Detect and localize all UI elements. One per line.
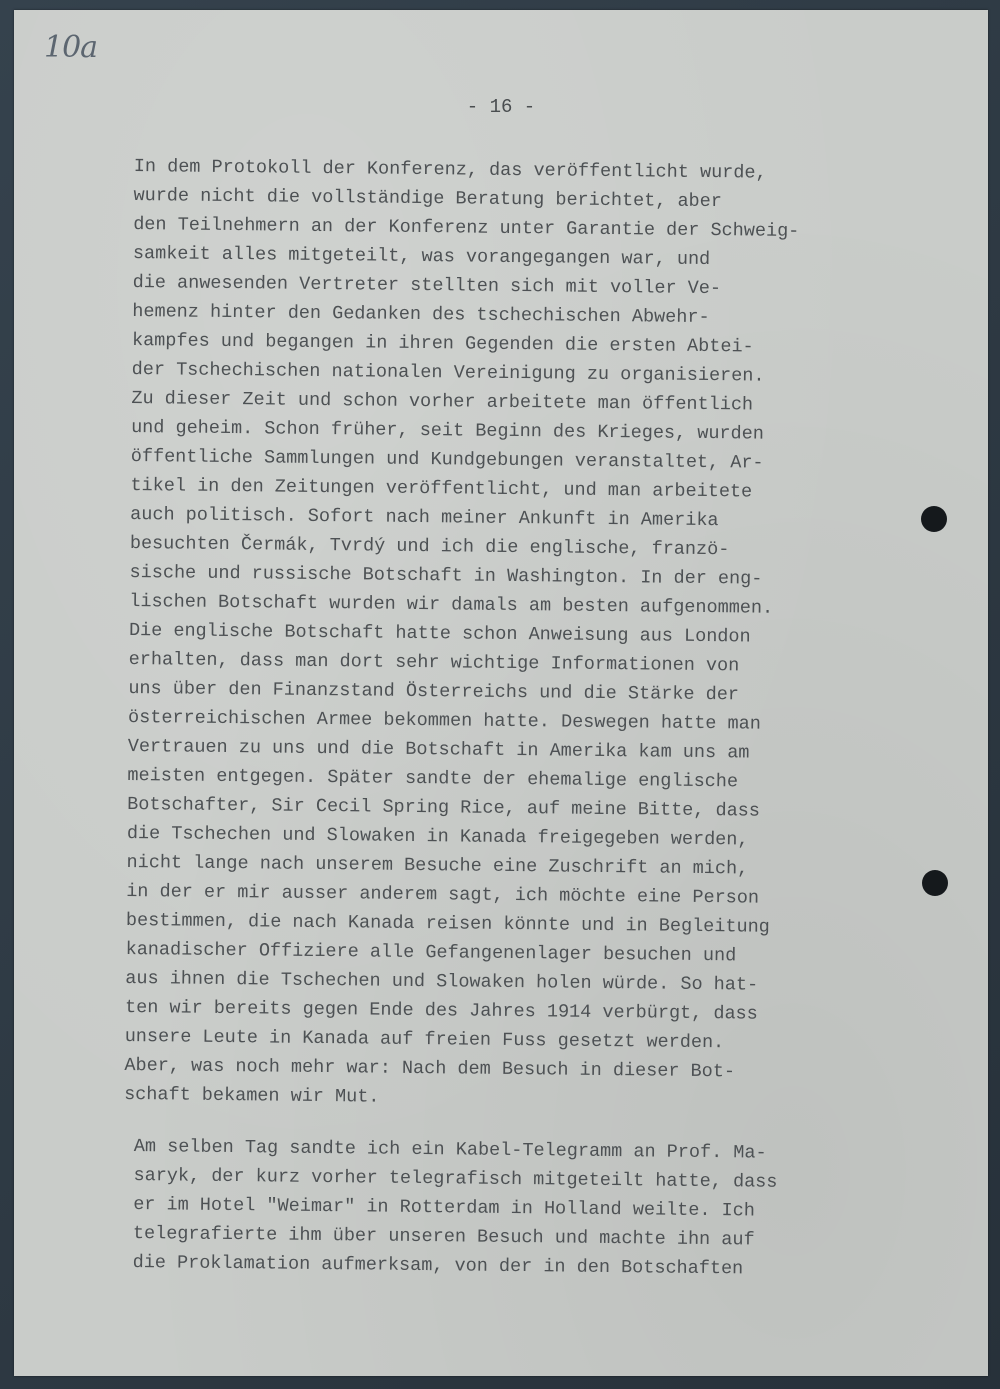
- text-line: schaft bekamen wir Mut.: [124, 1083, 380, 1108]
- text-line: wurde nicht die vollständige Beratung berichtet, aber: [133, 184, 723, 213]
- text-line: er im Hotel "Weimar" in Rotterdam in Holland weilte. Ich: [133, 1193, 756, 1222]
- text-line: und geheim. Schon früher, seit Beginn des Krieges, wurden: [131, 416, 765, 445]
- text-line: die anwesenden Vertreter stellten sich mit voller Ve-: [132, 271, 722, 300]
- text-line: besuchten Čermák, Tvrdý und ich die englische, franzö-: [129, 532, 730, 561]
- text-line: in der er mir ausser anderem sagt, ich möchte eine Person: [126, 880, 760, 909]
- text-line: ten wir bereits gegen Ende des Jahres 1914 verbürgt, dass: [124, 996, 758, 1025]
- text-line: uns über den Finanzstand Österreichs und die Stärke der: [128, 677, 740, 706]
- text-line: meisten entgegen. Später sandte der ehemalige englische: [127, 764, 739, 793]
- handwritten-folio-number: 10a: [44, 30, 98, 65]
- text-line: saryk, der kurz vorher telegrafisch mitgeteilt hatte, dass: [133, 1164, 778, 1193]
- text-line: telegrafierte ihm über unseren Besuch und machte ihn auf: [132, 1222, 755, 1251]
- page-number: - 16 -: [466, 96, 536, 118]
- text-line: kampfes und begangen in ihren Gegenden die ersten Abtei-: [131, 329, 754, 358]
- text-line: erhalten, dass man dort sehr wichtige Informationen von: [128, 648, 740, 677]
- text-line: auch politisch. Sofort nach meiner Ankunft in Amerika: [130, 503, 719, 532]
- text-line: die Tschechen und Slowaken in Kanada freigegeben werden,: [126, 822, 749, 851]
- text-line: österreichischen Armee bekommen hatte. Deswegen hatte man: [127, 706, 761, 735]
- text-line: aus ihnen die Tschechen und Slowaken holen würde. So hat-: [125, 967, 759, 996]
- paragraph-1: [124, 152, 854, 1116]
- text-line: In dem Protokoll der Konferenz, das veröffentlicht wurde,: [133, 155, 767, 184]
- text-line: den Teilnehmern an der Konferenz unter Garantie der Schweig-: [133, 213, 800, 242]
- text-line: Zu dieser Zeit und schon vorher arbeitete man öffentlich: [131, 387, 754, 416]
- text-line: Botschafter, Sir Cecil Spring Rice, auf meine Bitte, dass: [127, 793, 761, 822]
- text-line: der Tschechischen nationalen Vereinigung zu organisieren.: [131, 358, 765, 387]
- text-line: nicht lange nach unserem Besuche eine Zuschrift an mich,: [126, 851, 749, 880]
- text-line: lischen Botschaft wurden wir damals am besten aufgenommen.: [129, 590, 774, 619]
- text-line: samkeit alles mitgeteilt, was vorangegangen war, und: [132, 242, 711, 271]
- punch-hole: [921, 506, 947, 532]
- text-line: bestimmen, die nach Kanada reisen könnte und in Begleitung: [125, 909, 770, 938]
- text-line: Aber, was noch mehr war: Nach dem Besuch in dieser Bot-: [124, 1054, 736, 1083]
- text-line: Die englische Botschaft hatte schon Anweisung aus London: [128, 619, 751, 648]
- text-line: öffentliche Sammlungen und Kundgebungen veranstaltet, Ar-: [130, 445, 764, 474]
- text-line: die Proklamation aufmerksam, von der in den Botschaften: [132, 1251, 744, 1280]
- document-page: [14, 10, 988, 1376]
- text-line: kanadischer Offiziere alle Gefangenenlager besuchen und: [125, 938, 737, 967]
- text-line: Vertrauen zu uns und die Botschaft in Amerika kam uns am: [127, 735, 750, 764]
- text-line: tikel in den Zeitungen veröffentlicht, und man arbeitete: [130, 474, 753, 503]
- paragraph-2: [132, 1132, 853, 1285]
- text-line: Am selben Tag sandte ich ein Kabel-Telegramm an Prof. Ma-: [133, 1135, 767, 1164]
- text-line: hemenz hinter den Gedanken des tschechischen Abwehr-: [132, 300, 710, 329]
- punch-hole: [922, 870, 948, 896]
- text-line: unsere Leute in Kanada auf freien Fuss gesetzt werden.: [124, 1025, 725, 1054]
- text-line: sische und russische Botschaft in Washington. In der eng-: [129, 561, 763, 590]
